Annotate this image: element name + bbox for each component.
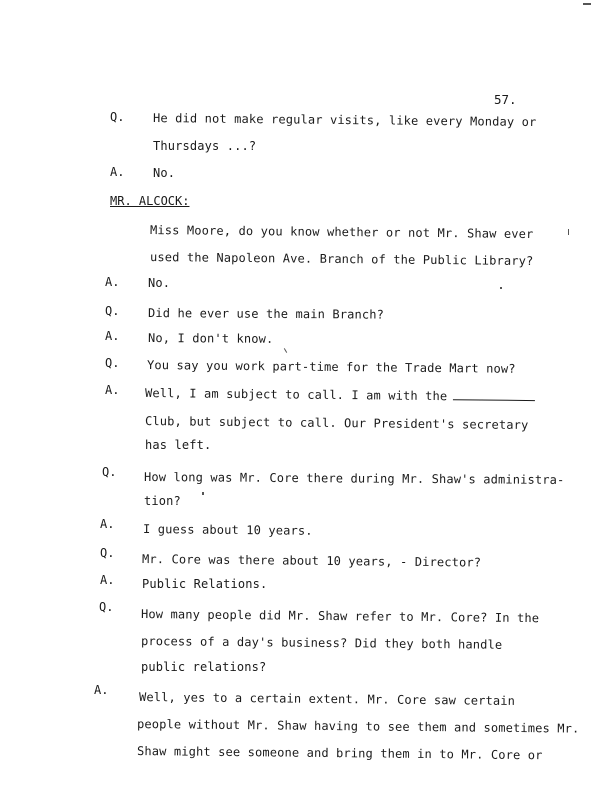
transcript-line: Public Relations.: [142, 577, 268, 591]
speaker-label: Q.: [105, 304, 120, 318]
transcript-line: You say you work part-time for the Trade Mart now?: [146, 358, 516, 376]
transcript-line: How many people did Mr. Shaw refer to Mr. Core? In the: [140, 607, 540, 626]
scan-mark: [284, 348, 287, 353]
transcript-line: tion?: [144, 494, 181, 508]
scan-mark: [202, 492, 204, 495]
transcript-line: people without Mr. Shaw having to see them and sometimes Mr.: [136, 717, 580, 736]
transcript-line: Shaw might see someone and bring them in to Mr. Core or: [136, 744, 543, 763]
scan-mark: [568, 229, 569, 235]
page-number: 57.: [494, 92, 517, 107]
transcript-line: public relations?: [141, 660, 267, 674]
speaker-label: A.: [100, 573, 115, 587]
transcript-line: No.: [148, 276, 171, 290]
transcript-line: Well, yes to a certain extent. Mr. Core saw certain: [138, 690, 516, 708]
speaker-heading: MR. ALCOCK:: [110, 194, 190, 208]
speaker-label: A.: [105, 275, 120, 289]
fill-in-blank: [453, 389, 535, 401]
answer-text: Well, I am subject to call. I am with the: [144, 386, 448, 404]
transcript-line: Did he ever use the main Branch?: [147, 306, 385, 322]
transcript-line: Club, but subject to call. Our President's secretary: [144, 414, 529, 433]
scan-mark: [500, 287, 502, 289]
speaker-label: Q.: [99, 600, 114, 614]
transcript-line: No, I don't know.: [147, 331, 274, 346]
speaker-label: A.: [105, 329, 120, 343]
speaker-label: Q.: [105, 356, 120, 370]
transcript-line: No.: [153, 166, 176, 180]
transcript-line: used the Napoleon Ave. Branch of the Public Library?: [149, 250, 534, 269]
speaker-label: A.: [110, 165, 125, 179]
transcript-line: He did not make regular visits, like every Monday or: [152, 111, 537, 130]
transcript-line: has left.: [145, 438, 212, 452]
speaker-label: A.: [100, 517, 115, 531]
transcript-line: Thursdays ...?: [153, 139, 257, 153]
speaker-label: Q.: [110, 110, 125, 124]
transcript-line: I guess about 10 years.: [142, 522, 313, 538]
transcript-line: process of a day's business? Did they both handle: [140, 634, 503, 652]
transcript-line: Mr. Core was there about 10 years, - Director?: [141, 552, 482, 570]
scan-mark: [583, 3, 591, 5]
transcript-line: [145, 386, 535, 404]
speaker-label: Q.: [100, 546, 115, 560]
speaker-label: A.: [94, 683, 109, 697]
transcript-line: How long was Mr. Core there during Mr. Shaw's administra-: [143, 470, 565, 487]
speaker-label: A.: [105, 383, 120, 397]
transcript-line: Miss Moore, do you know whether or not Mr. Shaw ever: [149, 223, 534, 242]
speaker-label: Q.: [102, 465, 117, 479]
